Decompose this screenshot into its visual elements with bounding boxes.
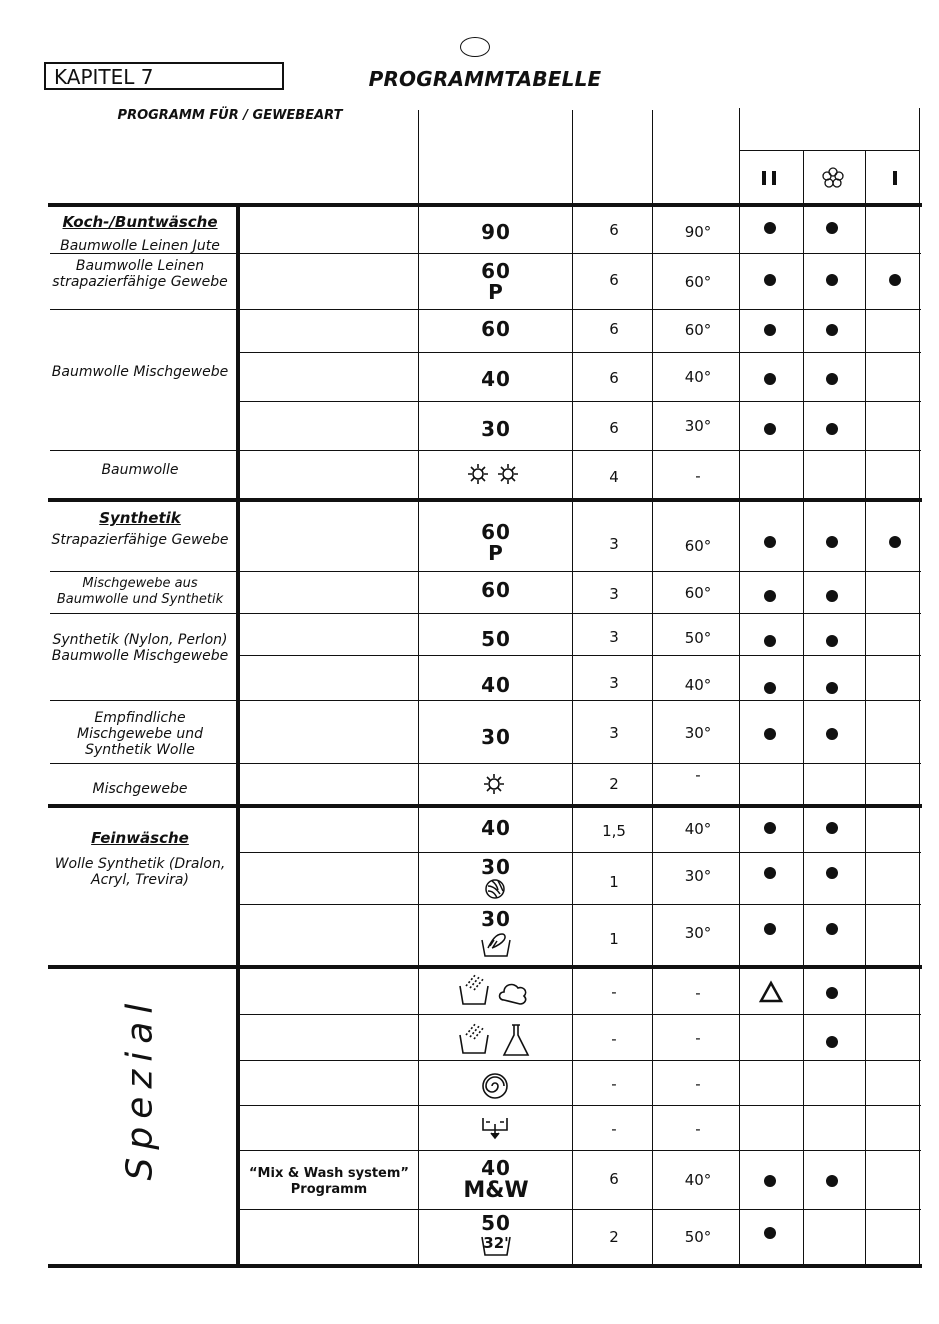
load-kg: 6 xyxy=(609,1170,619,1188)
detergent-dot xyxy=(764,923,776,935)
load-kg: 3 xyxy=(609,628,619,646)
row-divider xyxy=(238,1105,921,1106)
main-wash-icon xyxy=(890,170,900,190)
detergent-dot xyxy=(764,1227,776,1239)
row-divider xyxy=(238,655,921,656)
load-kg: 1,5 xyxy=(602,822,626,840)
temperature: 50° xyxy=(684,1228,712,1246)
temperature: - xyxy=(695,1120,701,1138)
quick-wash-time: 32' xyxy=(483,1234,509,1252)
load-kg: 6 xyxy=(609,419,619,437)
column-divider xyxy=(803,205,804,1267)
fabric-baumwolle: Baumwolle xyxy=(101,462,179,478)
rinse-cloud-icon xyxy=(458,972,542,1012)
load-kg: 3 xyxy=(609,535,619,553)
detergent-dot xyxy=(764,423,776,435)
detergent-dot xyxy=(826,822,838,834)
row-divider xyxy=(238,401,921,402)
load-kg: - xyxy=(611,1120,617,1138)
fabric-empfindliche: Empfindliche Mischgewebe und Synthetik Wolle xyxy=(77,710,203,758)
temperature: 30° xyxy=(684,417,712,435)
detergent-dot xyxy=(826,324,838,336)
detergent-dot xyxy=(826,423,838,435)
spezial-label: Spezial xyxy=(119,995,161,1181)
detergent-dot xyxy=(826,923,838,935)
header-divider xyxy=(919,108,920,205)
row-divider xyxy=(238,700,921,701)
program-number: 40 xyxy=(481,1156,511,1180)
fabric-koch-sub: Baumwolle Leinen Jute xyxy=(60,238,220,254)
rinse-flask-icon xyxy=(458,1023,542,1063)
page-title: PROGRAMMTABELLE xyxy=(368,67,602,91)
detergent-dot xyxy=(764,682,776,694)
detergent-dot xyxy=(826,682,838,694)
column-divider xyxy=(865,205,866,1267)
temperature: 50° xyxy=(684,629,712,647)
row-divider xyxy=(238,763,921,764)
column-divider xyxy=(236,203,240,1267)
program-number: 40 xyxy=(481,673,511,697)
temperature: 30° xyxy=(684,924,712,942)
double-sun-icon xyxy=(466,462,526,490)
category-feinwaesche: Feinwäsche xyxy=(91,829,189,847)
fabric-divider xyxy=(50,700,236,701)
detergent-dot xyxy=(826,222,838,234)
detergent-dot xyxy=(889,536,901,548)
row-divider xyxy=(238,852,921,853)
row-divider xyxy=(238,1209,921,1210)
detergent-dot xyxy=(764,590,776,602)
row-divider xyxy=(238,1060,921,1061)
country-code-oval xyxy=(460,37,490,57)
fabric-mischgewebe: Mischgewebe xyxy=(92,781,188,797)
mix-wash-mark: M&W xyxy=(463,1178,529,1203)
load-kg: 4 xyxy=(609,468,619,486)
detergent-dot xyxy=(826,635,838,647)
temperature: 60° xyxy=(684,321,712,339)
chapter-box xyxy=(44,62,284,90)
temperature: - xyxy=(695,1029,701,1047)
triangle-icon xyxy=(759,981,783,1007)
fabric-softener-icon xyxy=(821,166,845,194)
detergent-dot xyxy=(764,373,776,385)
load-kg: 1 xyxy=(609,930,619,948)
load-kg: 2 xyxy=(609,775,619,793)
handwash-icon xyxy=(480,930,512,962)
fabric-divider xyxy=(50,309,236,310)
detergent-dot xyxy=(826,1175,838,1187)
spin-icon xyxy=(481,1072,509,1104)
section-rule xyxy=(48,498,922,502)
detergent-dot xyxy=(764,822,776,834)
detergent-dot xyxy=(764,222,776,234)
load-kg: 3 xyxy=(609,674,619,692)
load-kg: - xyxy=(611,1030,617,1048)
program-letter: P xyxy=(488,280,504,304)
row-divider xyxy=(238,1150,921,1151)
fabric-row-1: Baumwolle Leinen strapazierfähige Gewebe xyxy=(52,258,228,290)
column-divider xyxy=(572,205,573,1267)
detergent-dot xyxy=(764,324,776,336)
temperature: - xyxy=(695,467,701,485)
fabric-divider xyxy=(50,763,236,764)
header-divider xyxy=(418,110,419,205)
drain-icon xyxy=(480,1116,510,1146)
load-kg: 6 xyxy=(609,320,619,338)
chapter-label: KAPITEL 7 xyxy=(54,65,154,89)
temperature: - xyxy=(695,1075,701,1093)
detergent-dot xyxy=(826,536,838,548)
header-divider xyxy=(652,110,653,205)
category-koch: Koch-/Buntwäsche xyxy=(62,213,218,231)
load-kg: 6 xyxy=(609,221,619,239)
prewash-icon xyxy=(760,170,780,190)
program-number: 30 xyxy=(481,417,511,441)
fabric-baumwolle-misch: Baumwolle Mischgewebe xyxy=(51,364,229,380)
program-number: 60 xyxy=(481,578,511,602)
table-top-rule xyxy=(48,203,922,207)
detergent-dot xyxy=(826,373,838,385)
load-kg: 3 xyxy=(609,585,619,603)
load-kg: - xyxy=(611,1075,617,1093)
temperature: - xyxy=(695,766,701,784)
table-bottom-rule xyxy=(48,1264,922,1268)
load-kg: 3 xyxy=(609,724,619,742)
detergent-dot xyxy=(764,635,776,647)
program-number: 60 xyxy=(481,259,511,283)
program-number: 50 xyxy=(481,1211,511,1235)
row-divider xyxy=(238,1014,921,1015)
temperature: 30° xyxy=(684,867,712,885)
detergent-dot xyxy=(826,867,838,879)
row-divider xyxy=(238,450,921,451)
header-divider xyxy=(739,108,740,205)
detergent-dot xyxy=(764,536,776,548)
program-letter: P xyxy=(488,541,504,565)
row-divider xyxy=(238,352,921,353)
section-rule xyxy=(48,804,922,808)
temperature: 40° xyxy=(684,1171,712,1189)
program-number: 30 xyxy=(481,907,511,931)
detergent-dot xyxy=(826,1036,838,1048)
program-number: 30 xyxy=(481,855,511,879)
header-divider xyxy=(865,150,866,205)
temperature: 40° xyxy=(684,676,712,694)
fabric-mischgewebe-aus: Mischgewebe aus Baumwolle und Synthetik xyxy=(56,576,224,607)
program-number: 50 xyxy=(481,627,511,651)
header-divider xyxy=(803,150,804,205)
fabric-divider xyxy=(50,613,236,614)
fabric-synth-nylon: Synthetik (Nylon, Perlon) Baumwolle Mischgewebe xyxy=(51,632,229,664)
load-kg: 6 xyxy=(609,369,619,387)
sun-icon xyxy=(482,772,506,800)
load-kg: 2 xyxy=(609,1228,619,1246)
temperature: 60° xyxy=(684,537,712,555)
program-number: 60 xyxy=(481,520,511,544)
detergent-dot xyxy=(889,274,901,286)
program-number: 40 xyxy=(481,816,511,840)
load-kg: 6 xyxy=(609,271,619,289)
load-kg: - xyxy=(611,983,617,1001)
temperature: 90° xyxy=(684,223,712,241)
row-divider xyxy=(238,253,921,254)
temperature: 30° xyxy=(684,724,712,742)
row-divider xyxy=(238,904,921,905)
header-divider xyxy=(739,150,920,151)
column-header-fabric: PROGRAMM FÜR / GEWEBEART xyxy=(117,108,343,123)
program-number: 90 xyxy=(481,220,511,244)
fabric-divider xyxy=(50,450,236,451)
temperature: 40° xyxy=(684,368,712,386)
program-number: 30 xyxy=(481,725,511,749)
temperature: - xyxy=(695,984,701,1002)
wool-icon xyxy=(484,878,508,904)
detergent-dot xyxy=(826,590,838,602)
row-divider xyxy=(238,309,921,310)
detergent-dot xyxy=(826,728,838,740)
detergent-dot xyxy=(764,274,776,286)
temperature: 60° xyxy=(684,584,712,602)
row-divider xyxy=(238,613,921,614)
mix-wash-label: “Mix & Wash system” Programm xyxy=(249,1166,409,1197)
column-divider xyxy=(919,205,920,1267)
detergent-dot xyxy=(764,728,776,740)
fabric-wolle: Wolle Synthetik (Dralon, Acryl, Trevira) xyxy=(54,856,226,888)
category-synthetik: Synthetik xyxy=(99,509,181,527)
header-divider xyxy=(572,110,573,205)
detergent-dot xyxy=(764,867,776,879)
temperature: 60° xyxy=(684,273,712,291)
load-kg: 1 xyxy=(609,873,619,891)
column-divider xyxy=(418,205,419,1267)
fabric-divider xyxy=(50,571,236,572)
section-rule xyxy=(48,965,922,969)
program-number: 40 xyxy=(481,367,511,391)
detergent-dot xyxy=(764,1175,776,1187)
row-divider xyxy=(238,571,921,572)
fabric-synth-strap: Strapazierfähige Gewebe xyxy=(51,532,229,548)
program-number: 60 xyxy=(481,317,511,341)
detergent-dot xyxy=(826,274,838,286)
detergent-dot xyxy=(826,987,838,999)
temperature: 40° xyxy=(684,820,712,838)
